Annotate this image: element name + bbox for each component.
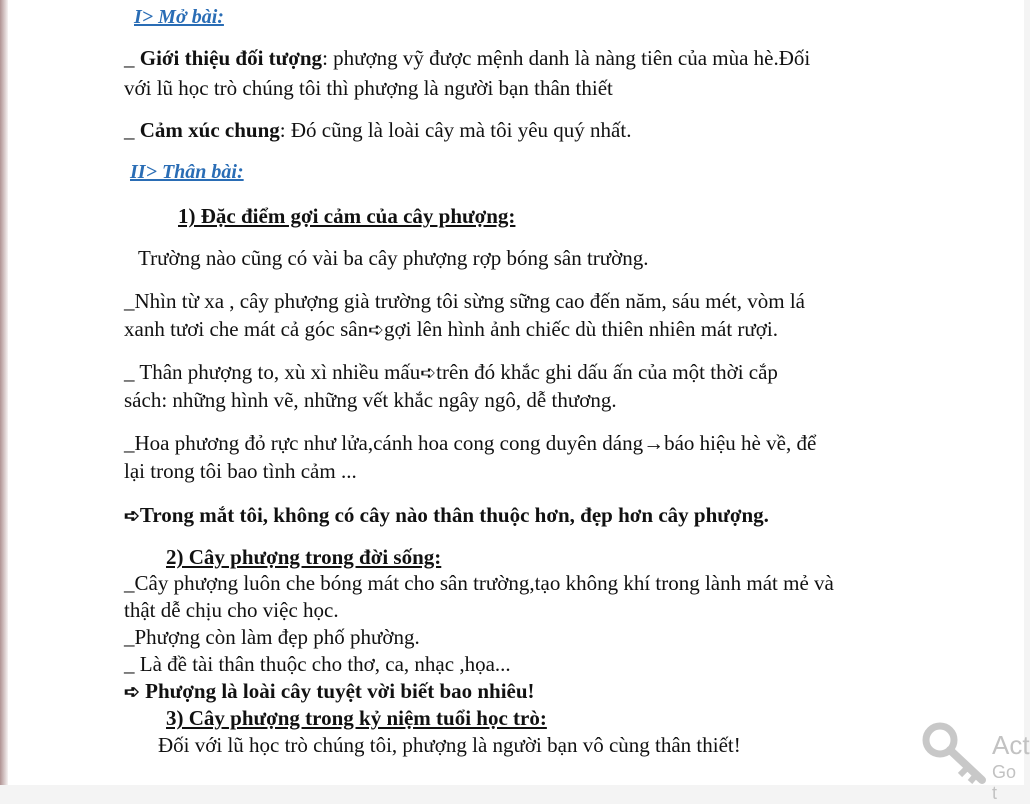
line-art-topic: _ Là đề tài thân thuộc cho thơ, ca, nhạc ,họa...: [124, 652, 511, 676]
line-from-afar-cont: [124, 316, 778, 344]
watermark-line2: Go t: [992, 762, 1017, 803]
line-street: _Phượng còn làm đẹp phố phường.: [124, 625, 420, 649]
arrow-icon: ➪: [420, 363, 437, 384]
term-intro-object: Giới thiệu đối tượng: [139, 46, 323, 70]
text-part: Phượng là loài cây tuyệt vời biết bao nhiêu!: [139, 679, 535, 703]
conclusion-two: [124, 678, 535, 706]
text-part: xanh tươi che mát cả góc sân: [124, 317, 369, 341]
text-general-feeling: : Đó cũng là loài cây mà tôi yêu quý nhất.: [279, 118, 632, 142]
dash: _: [124, 46, 140, 70]
conclusion-one: [124, 502, 769, 530]
line-schoolyard: Trường nào cũng có vài ba cây phượng rợp bóng sân trường.: [138, 246, 649, 270]
paragraph-intro-object: [124, 45, 810, 71]
term-general-feeling: Cảm xúc chung: [139, 118, 280, 142]
line-shade-cont: thật dễ chịu cho việc học.: [124, 598, 339, 622]
arrow-icon: ➪: [368, 320, 384, 341]
subheading-features: 1) Đặc điểm gợi cảm của cây phượng:: [178, 204, 516, 228]
subheading-memories: 3) Cây phượng trong kỷ niệm tuổi học trò:: [166, 706, 547, 730]
line-trunk-cont: sách: những hình vẽ, những vết khắc ngây ngô, dễ thương.: [124, 388, 617, 412]
text-part: Trong mắt tôi, không có cây nào thân thuộc hơn, đẹp hơn cây phượng.: [139, 503, 769, 527]
heading-intro: I> Mở bài:: [134, 6, 224, 28]
arrow-icon: ➪: [124, 506, 140, 527]
line-trunk: [124, 359, 778, 387]
activation-watermark: [920, 720, 1030, 803]
line-shade: _Cây phượng luôn che bóng mát cho sân trường,tạo không khí trong lành mát mẻ và: [124, 571, 834, 595]
watermark-line1: Act: [992, 730, 1030, 760]
paragraph-general-feeling: [124, 117, 631, 143]
line-from-afar: _Nhìn từ xa , cây phượng già trường tôi sừng sững cao đến năm, sáu mét, vòm lá: [124, 289, 806, 313]
arrow-icon: ➪: [124, 682, 140, 703]
subheading-daily-life: 2) Cây phượng trong đời sống:: [166, 545, 442, 569]
text-part: gợi lên hình ảnh chiếc dù thiên nhiên mát rượi.: [384, 317, 778, 341]
text-part: _ Thân phượng to, xù xì nhiều mấu: [124, 360, 421, 384]
text-intro-object: : phượng vỹ được mệnh danh là nàng tiên của mùa hè.Đối: [322, 46, 811, 70]
dash: _: [124, 118, 140, 142]
paragraph-intro-object-line2: với lũ học trò chúng tôi thì phượng là người bạn thân thiết: [124, 76, 613, 100]
line-flower: _Hoa phương đỏ rực như lửa,cánh hoa cong cong duyên dáng→báo hiệu hè về, để: [124, 431, 817, 455]
line-flower-cont: lại trong tôi bao tình cảm ...: [124, 459, 357, 483]
heading-body: II> Thân bài:: [130, 161, 244, 183]
left-edge-shadow: [0, 0, 8, 785]
text-part: trên đó khắc ghi dấu ấn của một thời cắp: [436, 360, 778, 384]
key-icon: [920, 720, 990, 785]
line-close-friend: Đối với lũ học trò chúng tôi, phượng là người bạn vô cùng thân thiết!: [158, 733, 741, 757]
